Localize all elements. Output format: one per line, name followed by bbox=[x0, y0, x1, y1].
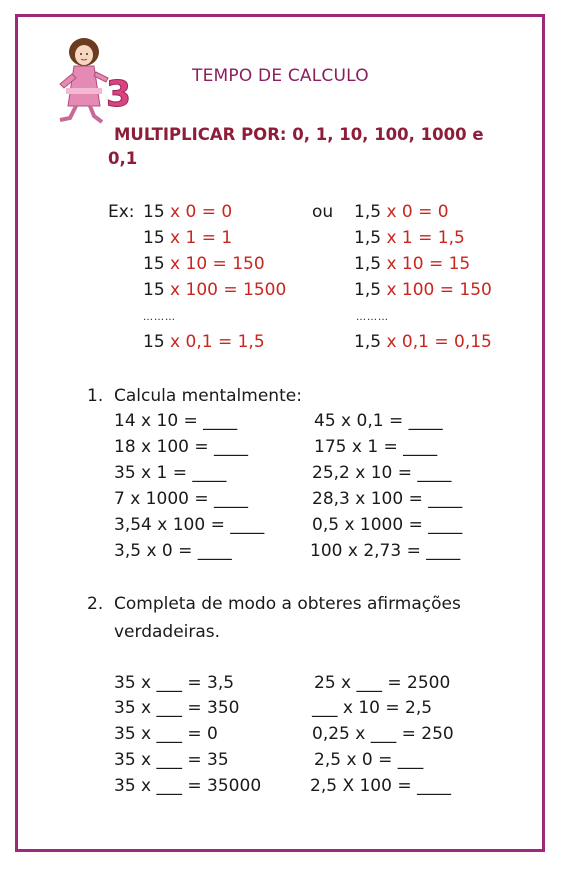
example-left-op: x 1 = 1 bbox=[170, 228, 233, 248]
example-left-a: 15 bbox=[143, 228, 165, 248]
example-left-row bbox=[143, 202, 232, 222]
example-right-op: x 1 = 1,5 bbox=[386, 228, 465, 248]
example-right-row bbox=[354, 280, 492, 300]
q2-right-item: 0,25 x ___ = 250 bbox=[312, 724, 454, 744]
q1-left-item: 14 x 10 = ____ bbox=[114, 411, 238, 431]
example-left-row bbox=[143, 332, 265, 352]
q2-right-item: 2,5 x 0 = ___ bbox=[314, 750, 424, 770]
q1-left-item: 3,54 x 100 = ____ bbox=[114, 515, 265, 535]
example-prefix: Ex: bbox=[108, 202, 135, 222]
example-right-a: 1,5 bbox=[354, 228, 382, 248]
example-left-a: 15 bbox=[143, 280, 165, 300]
example-left-a: 15 bbox=[143, 254, 165, 274]
q2-right-item: ___ x 10 = 2,5 bbox=[312, 698, 433, 718]
question-1-number: 1. bbox=[87, 386, 104, 406]
q2-left-item: 35 x ___ = 35 bbox=[114, 750, 229, 770]
example-left-row bbox=[143, 228, 232, 248]
q2-left-item: 35 x ___ = 35000 bbox=[114, 776, 262, 796]
example-left-op: x 0 = 0 bbox=[170, 202, 233, 222]
question-2-number: 2. bbox=[87, 594, 104, 614]
example-right-a: 1,5 bbox=[354, 254, 382, 274]
example-right-a: 1,5 bbox=[354, 332, 382, 352]
q1-right-item: 28,3 x 100 = ____ bbox=[312, 489, 463, 509]
example-right-op: x 100 = 150 bbox=[386, 280, 492, 300]
subject-line-2: 0,1 bbox=[108, 149, 138, 168]
q1-right-item: 0,5 x 1000 = ____ bbox=[312, 515, 463, 535]
example-right-row bbox=[354, 202, 449, 222]
q2-left-item: 35 x ___ = 350 bbox=[114, 698, 240, 718]
example-left-row bbox=[143, 254, 265, 274]
example-right-a: 1,5 bbox=[354, 280, 382, 300]
example-right-a: 1,5 bbox=[354, 202, 382, 222]
example-right-row bbox=[354, 332, 492, 352]
example-right-op: x 0 = 0 bbox=[386, 202, 449, 222]
q1-right-item: 45 x 0,1 = ____ bbox=[314, 411, 443, 431]
example-left-op: x 0,1 = 1,5 bbox=[170, 332, 265, 352]
example-left-a: 15 bbox=[143, 332, 165, 352]
example-left-a: 15 bbox=[143, 202, 165, 222]
example-right-dots: ……… bbox=[356, 312, 389, 323]
question-2-text-line-1: Completa de modo a obteres afirmações bbox=[114, 594, 461, 614]
example-left-row bbox=[143, 280, 286, 300]
example-left-op: x 100 = 1500 bbox=[170, 280, 287, 300]
example-left-dots: ……… bbox=[143, 312, 176, 323]
q1-left-item: 35 x 1 = ____ bbox=[114, 463, 227, 483]
q1-right-item: 25,2 x 10 = ____ bbox=[312, 463, 452, 483]
q2-right-item: 2,5 X 100 = ____ bbox=[310, 776, 451, 796]
example-right-row bbox=[354, 228, 465, 248]
girl-illustration bbox=[44, 34, 134, 126]
q1-left-item: 7 x 1000 = ____ bbox=[114, 489, 248, 509]
subject-line-1: MULTIPLICAR POR: 0, 1, 10, 100, 1000 e bbox=[114, 125, 484, 144]
q1-right-item: 100 x 2,73 = ____ bbox=[310, 541, 461, 561]
q1-left-item: 3,5 x 0 = ____ bbox=[114, 541, 232, 561]
example-right-row bbox=[354, 254, 470, 274]
number-three: 3 bbox=[106, 74, 132, 115]
face-shape bbox=[75, 45, 93, 65]
example-or: ou bbox=[312, 202, 334, 222]
example-left-op: x 10 = 150 bbox=[170, 254, 265, 274]
page-title: TEMPO DE CALCULO bbox=[192, 66, 369, 86]
dress-shape bbox=[68, 66, 100, 106]
question-1-text: Calcula mentalmente: bbox=[114, 386, 302, 406]
example-right-op: x 10 = 15 bbox=[386, 254, 471, 274]
question-2-text-line-2: verdadeiras. bbox=[114, 622, 221, 642]
example-right-op: x 0,1 = 0,15 bbox=[386, 332, 492, 352]
q1-left-item: 18 x 100 = ____ bbox=[114, 437, 248, 457]
q2-right-item: 25 x ___ = 2500 bbox=[314, 673, 451, 693]
q1-right-item: 175 x 1 = ____ bbox=[314, 437, 438, 457]
q2-left-item: 35 x ___ = 0 bbox=[114, 724, 218, 744]
q2-left-item: 35 x ___ = 3,5 bbox=[114, 673, 235, 693]
